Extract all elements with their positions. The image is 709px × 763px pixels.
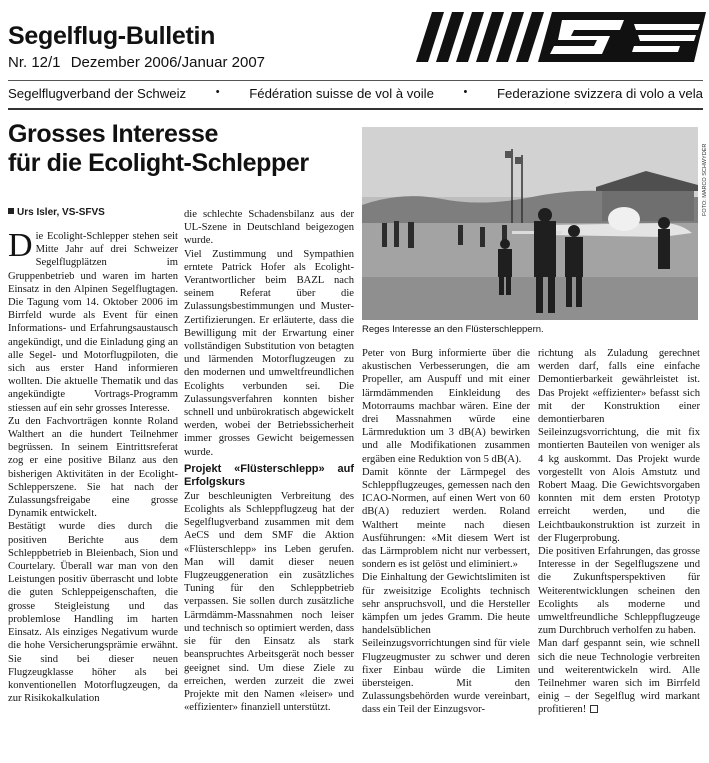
- photo-credit: [700, 128, 708, 218]
- paragraph: Damit könnte der Lärmpegel des Schleppflugzeuges, gemessen nach den ICAO-Normen, auf einen Wert von 60 dB(A) reduziert werden. Roland Walthert meinte nach diesen Ausführungen: «Mit diesem Wert ist das Lärmproblem nicht nur verbessert, sondern es ist gelöst und eliminiert.»: [362, 466, 530, 571]
- paragraph-text: ie Ecolight-Schlepper stehen seit Mitte Jahr auf drei Schweizer Segelflugplätzen im Gruppenbetrieb und waren im harten Einsatz in den Alpinen Segelflugtagen. Die Tagung vom 14. Oktober 2006 im Birrfeld wurde als Event für einen Informations- und Erfahrungsaustausch angekündigt, und die Einladung ging an alle Segel- und Motorflugpiloten, die sich aus erster Hand informieren wollten. Die aktuelle Thematik und das angekündigte Vortrags-Programm stiessen auf ein sehr grosses Interesse.: [8, 231, 178, 414]
- byline-square-icon: [8, 208, 14, 214]
- issue-line: [8, 54, 271, 71]
- organization-line: [8, 86, 703, 101]
- masthead-rule: [8, 80, 703, 81]
- paragraph: die schlechte Schadensbilanz aus der UL-Szene in Deutschland beigezogen wurde.: [184, 209, 354, 247]
- author-byline: [8, 207, 105, 218]
- organization-rule: [8, 108, 703, 110]
- org-name-de: Segelflugverband der Schweiz: [8, 86, 187, 101]
- end-of-article-icon: [590, 705, 598, 713]
- org-separator: •: [463, 86, 468, 98]
- section-subhead: Projekt «Flüsterschlepp» auf Erfolgskurs: [184, 462, 354, 488]
- org-name-fr: Fédération suisse de vol à voile: [249, 86, 434, 101]
- paragraph: Peter von Burg informierte über die akustischen Verbesserungen, die am Propeller, am Auspuff und mit einer lärmdämmenden Einkleidung des Motorraums machbar wären. Eine der drei Massnahmen würde eine Lärmreduktion um 3 dB(A) bewirken und alle Modifikationen zusammen ergäben eine Reduktion von 5 dB(A).: [362, 348, 530, 465]
- article-photo: [362, 127, 698, 320]
- paragraph: [8, 227, 178, 415]
- headline-line-2: für die Ecolight-Schlepper: [8, 149, 309, 177]
- paragraph: Viel Zustimmung und Sympathien erntete Patrick Hofer als Ecolight-Verantwortlicher beim BAZL nach seinem Referat über die Zulassungsbestimmungen und Muster-Zertifizierungen. Er erläuterte, dass die Bewilligung mit der Erwartung einer vollständigen Substitution von betagten und lärmenden Motorflugzeugen zu den modernen und umweltfreundlichen Ecolights verbunden sei. Die Zulassungsverfahren konnten bisher schnell und unbürokratisch abgewickelt werden, wobei der Betriebssicherheit immer grosses Gewicht beigemessen wurde.: [184, 248, 354, 458]
- article-column-4: [538, 347, 700, 717]
- org-name-it: Federazione svizzera di volo a vela: [496, 86, 703, 101]
- headline-line-1: Grosses Interesse: [8, 120, 218, 148]
- paragraph: Die Einhaltung der Gewichtslimiten ist für zweisitzige Ecolights technisch sehr anspruchsvoll, und die Hersteller kämpfen um jedes Gramm. Die heute handelsüblichen Seileinzugsvorrichtungen sind für viele Flugzeugmuster zu schwer und deren fixer Einbau würde die Limiten übersteigen. Mit den Zulassungsbehörden wurde vereinbart, dass ein Teil der Einzugsvor-: [362, 572, 530, 716]
- article-column-1: [8, 227, 178, 705]
- paragraph: richtung als Zuladung gerechnet werden darf, falls eine einfache Demontierbarkeit gewährleistet ist. Das Projekt «effizienter» befasst sich mit der Konstruktion einer demontierbaren Seileinzugsvorrichtung, die mit fix montierten Bauteilen von weniger als 4 kg auskommt. Das Projekt wurde vorgestellt von Alois Amstutz und Robert Maag. Die Gewichtsvorgaben konnten mit dem ersten Prototyp erreicht werden, und die Leichtbaukonstruktion ist zurzeit in der Flugerprobung.: [538, 348, 700, 544]
- issue-date: Dezember 2006/Januar 2007: [70, 54, 265, 71]
- issue-number: Nr. 12/1: [8, 54, 61, 71]
- paragraph: [538, 637, 700, 716]
- paragraph: Zu den Fachvorträgen konnte Roland Walthert an die hundert Teilnehmer begrüssen. In seinem Eintrittsreferat zog er eine positive Bilanz aus den bisherigen Aktivitäten in der Ecolight-Schlepperszene. Sie hat nach der Zulassungsfreigabe eine grosse Dynamik entwickelt.: [8, 415, 178, 520]
- paragraph: Bestätigt wurde dies durch die positiven Berichte aus dem Schleppbetrieb in Bleienbach, Sion und Courtelary. Überall war man von den Leistungen positiv überrascht und lobte die guten Schleppeigenschaften, die grosse Steigleistung und das problemlose Handling im harten Einsatz. Als einziges Negativum wurde die hohe Versicherungsprämie erwähnt. Sie sind bei dieser neuen Flugzeugklasse höher als bei konventionellen Motorflugzeugen, da zur Risikokalkulation: [8, 521, 178, 705]
- article-column-2: [184, 208, 354, 714]
- photo-caption: Reges Interesse an den Flüsterschleppern.: [362, 324, 544, 335]
- org-separator: •: [215, 86, 220, 98]
- bulletin-logo: [414, 6, 706, 68]
- author-name: Urs Isler, VS-SFVS: [17, 207, 105, 218]
- photo-credit-text: FOTO: MARCO SCHWYDER: [702, 143, 708, 216]
- paragraph: Die positiven Erfahrungen, das grosse Interesse in der Segelflugszene und die Zukunftsperspektiven für Weiterentwicklungen scheinen den Ecolights als moderne und umweltfreundliche Schleppflugzeuge zum Durchbruch verholfen zu haben.: [538, 546, 700, 637]
- drop-cap: D: [8, 227, 33, 264]
- paragraph-text: Man darf gespannt sein, wie schnell sich die neue Technologie verbreiten und weiterentwickeln wird. Alle Teilnehmer waren sich im Birrfeld einig – der Segelflug wird markant profitieren!: [538, 638, 700, 716]
- article-headline: [8, 120, 356, 178]
- article-column-3: [362, 347, 530, 717]
- bulletin-title: Segelflug-Bulletin: [8, 22, 216, 50]
- paragraph: Zur beschleunigten Verbreitung des Ecolights als Schleppflugzeug hat der Segelflugverband zusammen mit dem AeCS und dem SMF die Aktion «Flüsterschlepp» ins Leben gerufen. Man will damit dieser neuen Flugzeuggeneration ein zusätzliches Tuning für den Schleppbetrieb verpassen. Sie sollen durch zusätzliche Lärmdämm-Massnahmen noch leiser und technisch so optimiert werden, dass sie für den Einsatz als stark beanspruchtes Arbeitsgerät noch besser geeignet sind. Um diese Ziele zu erreichen, werden zurzeit die zwei Projekte mit den Namen «leiser» und «effizienter» finanziell unterstützt.: [184, 490, 354, 714]
